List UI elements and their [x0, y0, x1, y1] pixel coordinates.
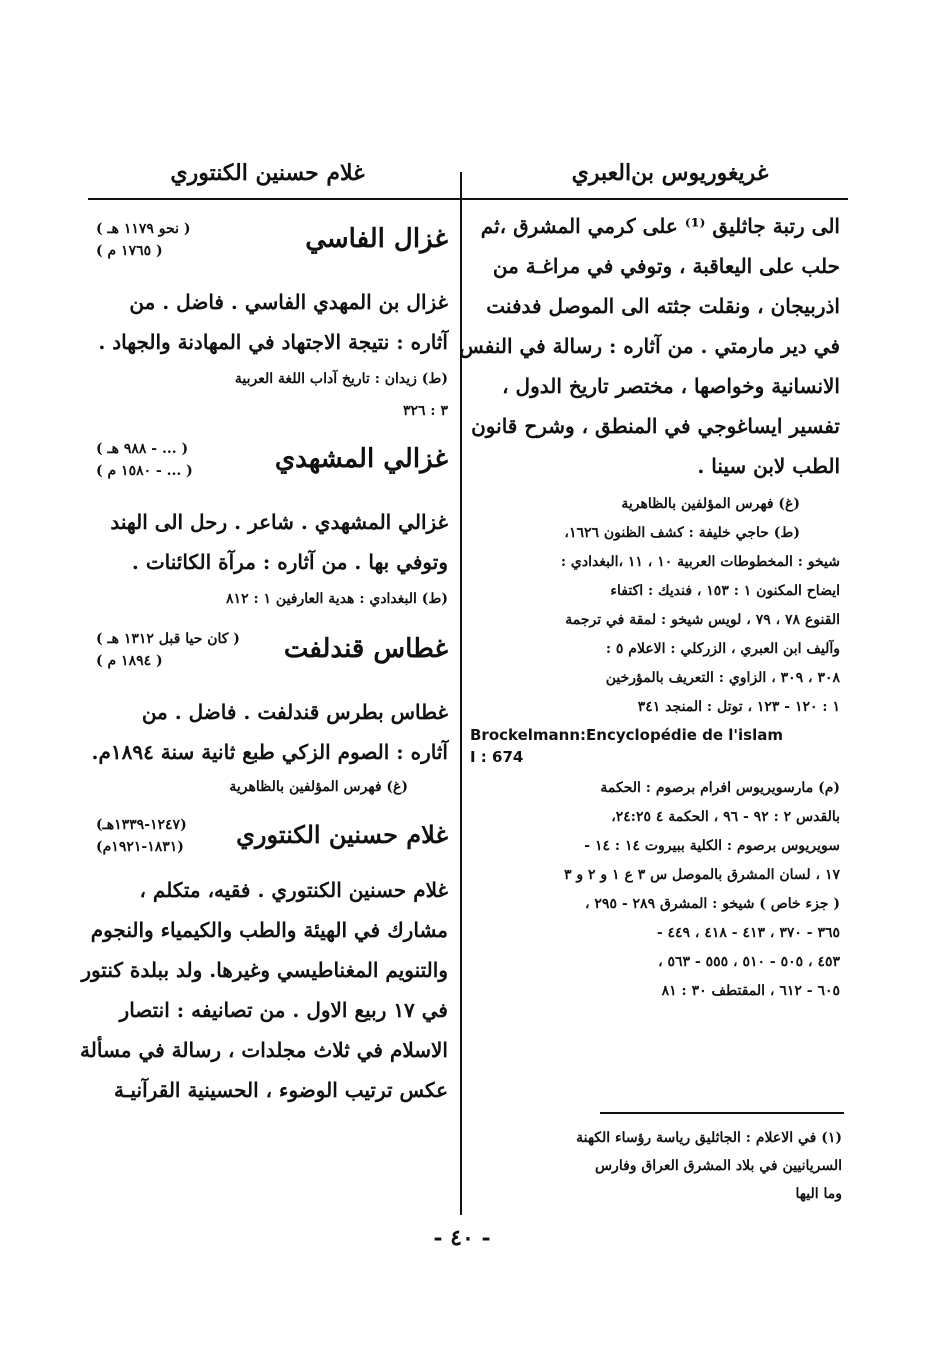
date-hijri: ( كان حيا قبل ١٣١٢ هـ )	[96, 631, 240, 647]
entry-heading	[96, 432, 448, 502]
ref-line: (غ) فهرس المؤلفين بالظاهرية	[621, 496, 800, 512]
body-line: آثاره : الصوم الزكي طبع ثانية سنة ١٨٩٤م.	[91, 740, 448, 764]
entry-heading	[96, 622, 448, 692]
running-header-left: غلام حسنين الكنتوري	[170, 160, 365, 186]
m-refs	[470, 774, 840, 1006]
ref-line: (ط) حاجي خليفة : كشف الظنون ١٦٢٦،	[564, 525, 800, 541]
date-hijri: ( نحو ١١٧٩ هـ )	[96, 221, 191, 237]
left-column	[80, 206, 448, 1110]
body-line: والتنويم المغناطيسي وغيرها. ولد ببلدة كنتور	[81, 958, 448, 982]
entry-dates	[96, 218, 190, 262]
header-rule	[88, 198, 848, 200]
body-line: في ١٧ ربيع الاول . من تصانيفه : انتصار	[119, 998, 448, 1022]
body-line: غزال بن المهدي الفاسي . فاضل . من	[129, 290, 448, 314]
ref-line: (ط) زيدان : تاريخ آداب اللغة العربية	[234, 371, 448, 387]
footnote-line: (١) في الاعلام : الجاثليق رياسة رؤساء الكهنة	[576, 1130, 842, 1146]
body-line: آثاره : نتيجة الاجتهاد في المهادنة والجهاد .	[98, 330, 448, 354]
body-line: حلب على اليعاقبة ، وتوفي في مراغـة من	[492, 254, 840, 278]
ref-line: ٣٦٥ - ٣٧٠ ، ٤١٣ - ٤١٨ ، ٤٤٩ -	[656, 925, 840, 941]
entry-name: غطاس قندلفت	[283, 634, 448, 664]
ref-line: (ط) البغدادي : هدية العارفين ١ : ٨١٢	[226, 591, 448, 607]
ref-line: ايضاح المكنون ١ : ١٥٣ ، فنديك : اكتفاء	[610, 583, 840, 599]
body-line: الانسانية وخواصها ، مختصر تاريخ الدول ،	[502, 374, 840, 398]
date-gregorian: ( ... - ١٥٨٠ م )	[96, 463, 193, 479]
ref-line: وآليف ابن العبري ، الزركلي : الاعلام ٥ :	[605, 641, 840, 657]
body-line: الى رتبة جاثليق ⁽¹⁾ على كرمي المشرق ،ثم	[480, 214, 840, 238]
ref-line: ٣ : ٣٢٦	[402, 403, 448, 419]
body-line: في دير مارمتي . من آثاره : رسالة في النفس	[459, 334, 840, 358]
date-gregorian: ( ١٧٦٥ م )	[96, 243, 163, 259]
ref-line: (غ) فهرس المؤلفين بالظاهرية	[229, 779, 408, 795]
ref-line: ٦٠٥ - ٦١٢ ، المقتطف ٣٠ : ٨١	[661, 983, 840, 999]
date-hijri: (١٢٤٧-١٣٣٩هـ)	[96, 817, 187, 833]
footnote-rule	[600, 1112, 844, 1114]
body-line: الاسلام في ثلاث مجلدات ، رسالة في مسألة	[80, 1038, 448, 1062]
right-column	[459, 206, 840, 1006]
ref-line: ١ : ١٢٠ - ١٢٣ ، توتل : المنجد ٣٤١	[637, 699, 840, 715]
ref-line: ٤٥٣ ، ٥٠٥ - ٥١٠ ، ٥٥٥ - ٥٦٣ ،	[658, 954, 840, 970]
date-hijri: ( ... - ٩٨٨ هـ )	[96, 441, 189, 457]
date-gregorian: ( ١٨٩٤ م )	[96, 653, 163, 669]
ref-line: ( جزء خاص ) شيخو : المشرق ٢٨٩ - ٢٩٥ ،	[585, 896, 840, 912]
body-line: غزالي المشهدي . شاعر . رحل الى الهند	[110, 510, 448, 534]
ref-line: (م) مارسويريوس افرام برصوم : الحكمة	[600, 780, 840, 796]
body-line: غلام حسنين الكنتوري . فقيه، متكلم ،	[139, 878, 448, 902]
entry-heading	[96, 212, 448, 282]
latin-line: Brockelmann:Encyclopédie de l'islam	[470, 726, 783, 744]
entry-ghulam-husnain-al-kanturi	[80, 808, 448, 1110]
footnote-line: وما اليها	[795, 1186, 842, 1202]
entry-ghattas-qandalaft	[91, 622, 448, 802]
ref-line: بالقدس ٢ : ٩٢ - ٩٦ ، الحكمة ٤ ٢٤:٢٥،	[611, 809, 840, 825]
entry-name: غزال الفاسي	[305, 224, 448, 254]
latin-line: I : 674	[470, 748, 524, 766]
body-line: اذربيجان ، ونقلت جثته الى الموصل فدفنت	[486, 294, 840, 318]
footnote-line: السريانيين في بلاد المشرق العراق وفارس	[594, 1158, 842, 1174]
ref-line: ٣٠٨ ، ٣٠٩ ، الزاوي : التعريف بالمؤرخين	[605, 670, 840, 686]
body-line: مشارك في الهيئة والطب والكيمياء والنجوم	[90, 918, 448, 942]
right-refs	[470, 490, 840, 722]
entry-name: غلام حسنين الكنتوري	[236, 820, 448, 849]
entry-ghazzal-al-fasi	[96, 212, 448, 426]
body-line: غطاس بطرس قندلفت . فاضل . من	[141, 700, 448, 724]
body-line: تفسير ايساغوجي في المنطق ، وشرح قانون	[471, 414, 840, 438]
ref-line: شيخو : المخطوطات العربية ١٠ ، ١١ ،البغدادي :	[560, 554, 840, 570]
entry-heading	[96, 808, 448, 870]
page-number: - ٤٠ -	[433, 1225, 491, 1251]
date-gregorian: (١٨٣١-١٩٢١م)	[96, 839, 184, 855]
ref-line: سويريوس برصوم : الكلية ببيروت ١٤ : ١٤ -	[584, 838, 840, 854]
body-line: وتوفي بها . من آثاره : مرآة الكائنات .	[131, 550, 448, 574]
body-line: الطب لابن سينا .	[697, 454, 840, 478]
entry-dates	[96, 814, 187, 858]
running-header-right: غريغوريوس بن‌العبري	[571, 160, 769, 186]
body-line: عكس ترتيب الوضوء ، الحسينية القرآنيـة	[113, 1078, 448, 1102]
entry-dates	[96, 628, 240, 672]
entry-dates	[96, 438, 193, 482]
right-body	[459, 206, 840, 486]
ref-line: ١٧ ، لسان المشرق بالموصل س ٣ ع ١ و ٢ و ٣	[563, 867, 840, 883]
entry-name: غزالي المشهدي	[274, 444, 448, 474]
ref-line: القنوع ٧٨ ، ٧٩ ، لويس شيخو : لمقة في ترجمة	[565, 612, 840, 628]
latin-refs	[470, 724, 840, 768]
entry-ghazali-al-mashhadi	[96, 432, 448, 616]
footnote	[470, 1124, 842, 1208]
